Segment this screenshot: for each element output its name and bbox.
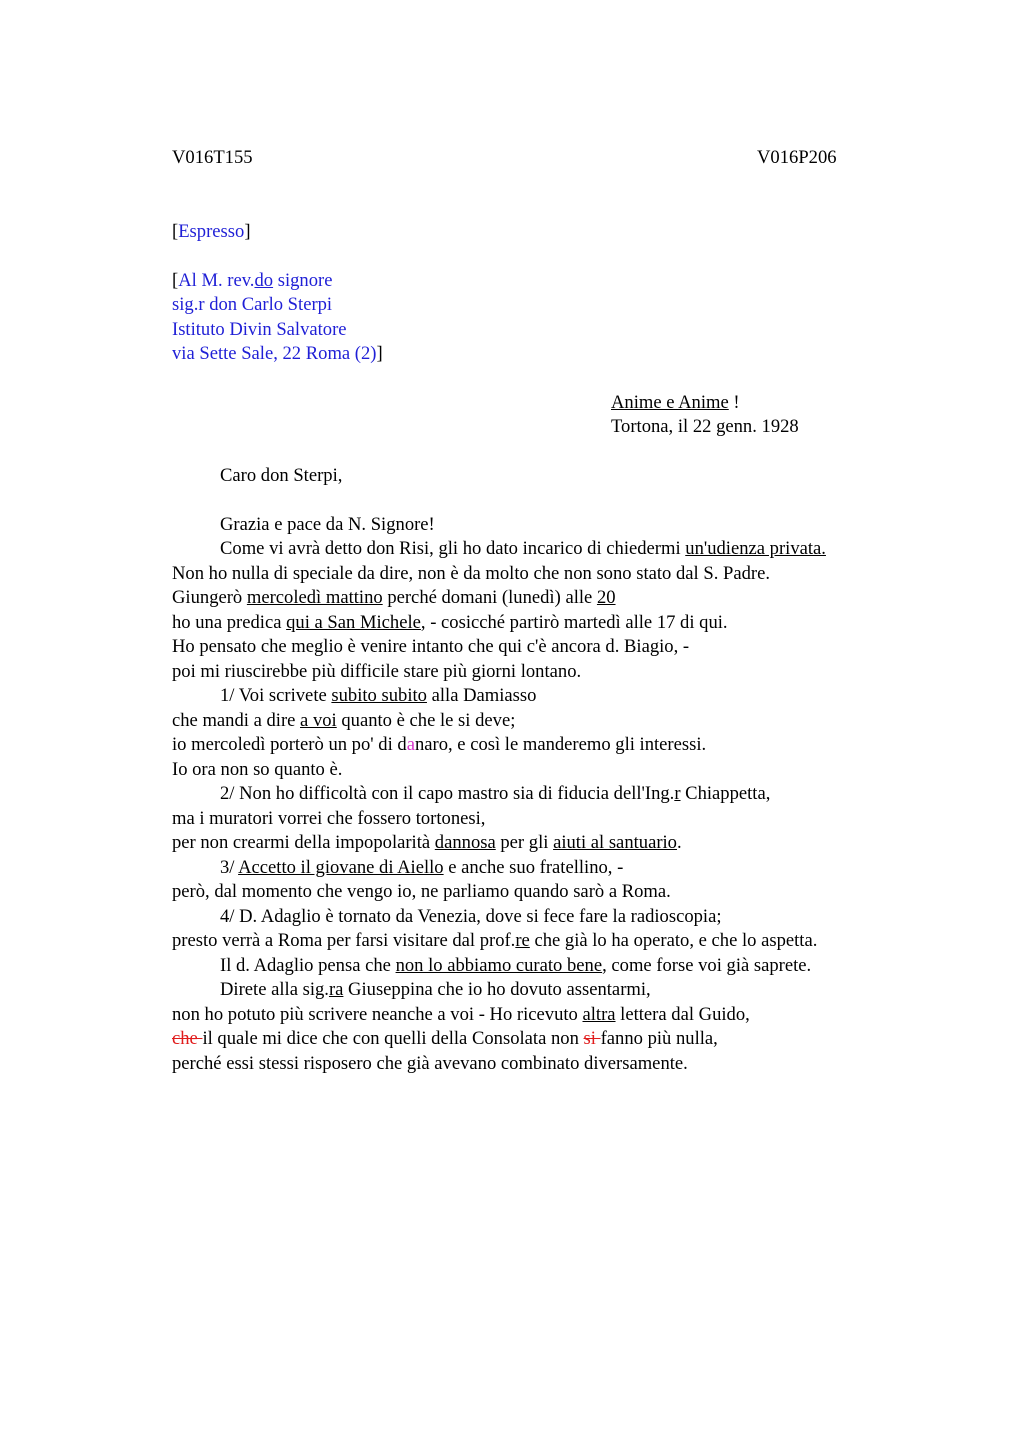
body-line (172, 586, 616, 611)
address-line-4 (172, 342, 383, 367)
motto (611, 391, 740, 416)
text: Come vi avrà detto don Risi, gli ho dato incarico di chiedermi (220, 538, 686, 559)
text: Chiappetta, (680, 783, 771, 804)
text: fanno più nulla, (600, 1028, 718, 1049)
body-line: però, dal momento che vengo io, ne parliamo quando sarò a Roma. (172, 881, 671, 902)
bracket: [ (172, 270, 179, 291)
underlined-text: mercoledì mattino (246, 587, 383, 608)
text: , come forse voi già saprete. (602, 955, 812, 976)
document-code-right: V016P206 (757, 147, 837, 168)
text: lettera dal Guido, (615, 1004, 750, 1025)
text: il quale mi dice che con quelli della Consolata non (202, 1028, 584, 1049)
underlined-text: ra (328, 979, 344, 1000)
underlined-text: un'udienza privata. (685, 538, 826, 559)
body-line (172, 929, 817, 954)
deleted-text: che (172, 1028, 203, 1049)
underlined-text: aiuti al santuario (553, 832, 677, 853)
body-line (220, 537, 826, 562)
underlined-text: altra (582, 1004, 616, 1025)
body-line: Non ho nulla di speciale da dire, non è da molto che non sono stato dal S. Padre. (172, 563, 770, 584)
envelope-type (172, 220, 251, 245)
body-line (172, 1027, 718, 1052)
body-line (172, 709, 515, 734)
text: io mercoledì porterò un po' di d (172, 734, 407, 755)
body-line: poi mi riuscirebbe più difficile stare più giorni lontano. (172, 661, 582, 682)
body-line (220, 856, 623, 881)
text: per non crearmi della impopolarità (172, 832, 435, 853)
body-line: ma i muratori vorrei che fossero tortonesi, (172, 808, 486, 829)
address-text-underlined: do (254, 270, 274, 291)
place-date: Tortona, il 22 genn. 1928 (611, 416, 799, 437)
address-line-1 (172, 269, 332, 294)
text: . (676, 832, 682, 853)
underlined-text: subito subito (331, 685, 427, 706)
text: Il d. Adaglio pensa che (220, 955, 396, 976)
text: Giungerò (172, 587, 247, 608)
greeting: Grazia e pace da N. Signore! (220, 514, 435, 535)
correction-inserted: a (406, 734, 415, 755)
body-line (220, 684, 536, 709)
body-line: 4/ D. Adaglio è tornato da Venezia, dove si fece fare la radioscopia; (220, 906, 722, 927)
text: Direte alla sig. (220, 979, 329, 1000)
underlined-text: Accetto il giovane di Aiello (238, 857, 444, 878)
text: 3/ (220, 857, 239, 878)
text: 2/ Non ho difficoltà con il capo mastro sia di fiducia dell'Ing. (220, 783, 675, 804)
text: , - cosicché partirò martedì alle 17 di qui. (420, 612, 728, 633)
body-line: Io ora non so quanto è. (172, 759, 343, 780)
address-text: signore (273, 270, 333, 291)
underlined-text: non lo abbiamo curato bene (395, 955, 603, 976)
motto-suffix: ! (728, 392, 740, 413)
bracket: ] (376, 343, 383, 364)
text: quanto è che le si deve; (336, 710, 516, 731)
text: non ho potuto più scrivere neanche a voi - Ho ricevuto (172, 1004, 583, 1025)
text: Giuseppina che io ho dovuto assentarmi, (343, 979, 651, 1000)
address-text: Al M. rev. (178, 270, 255, 291)
body-line: Ho pensato che meglio è venire intanto che qui c'è ancora d. Biagio, - (172, 636, 690, 657)
document-code-left: V016T155 (172, 147, 253, 168)
text: e anche suo fratellino, - (443, 857, 624, 878)
text: alla Damiasso (426, 685, 537, 706)
envelope-type-text: Espresso (178, 221, 245, 242)
body-line (220, 978, 651, 1003)
text: che già lo ha operato, e che lo aspetta. (529, 930, 818, 951)
underlined-text: r (674, 783, 681, 804)
text: 1/ Voi scrivete (220, 685, 332, 706)
underlined-text: a voi (300, 710, 337, 731)
body-line (172, 831, 682, 856)
body-line (172, 611, 728, 636)
body-line (172, 733, 706, 758)
underlined-text: dannosa (434, 832, 496, 853)
underlined-text: qui a San Michele (286, 612, 421, 633)
deleted-text: si (583, 1028, 601, 1049)
text: naro, e così le manderemo gli interessi. (414, 734, 707, 755)
text: che mandi a dire (172, 710, 301, 731)
body-line (220, 954, 811, 979)
salutation: Caro don Sterpi, (220, 465, 343, 486)
bracket: [ (172, 221, 179, 242)
underlined-text: 20 (596, 587, 616, 608)
motto-text: Anime e Anime (611, 392, 729, 413)
body-line: perché essi stessi risposero che già avevano combinato diversamente. (172, 1053, 688, 1074)
underlined-text: re (515, 930, 530, 951)
text: ho una predica (172, 612, 287, 633)
body-line (172, 1003, 750, 1028)
address-line-2: sig.r don Carlo Sterpi (172, 294, 333, 315)
text: presto verrà a Roma per farsi visitare dal prof. (172, 930, 516, 951)
body-line (220, 782, 770, 807)
text: perché domani (lunedì) alle (382, 587, 597, 608)
bracket: ] (244, 221, 251, 242)
text: per gli (495, 832, 554, 853)
address-line-3: Istituto Divin Salvatore (172, 319, 347, 340)
address-text: via Sette Sale, 22 Roma (2) (172, 343, 377, 364)
